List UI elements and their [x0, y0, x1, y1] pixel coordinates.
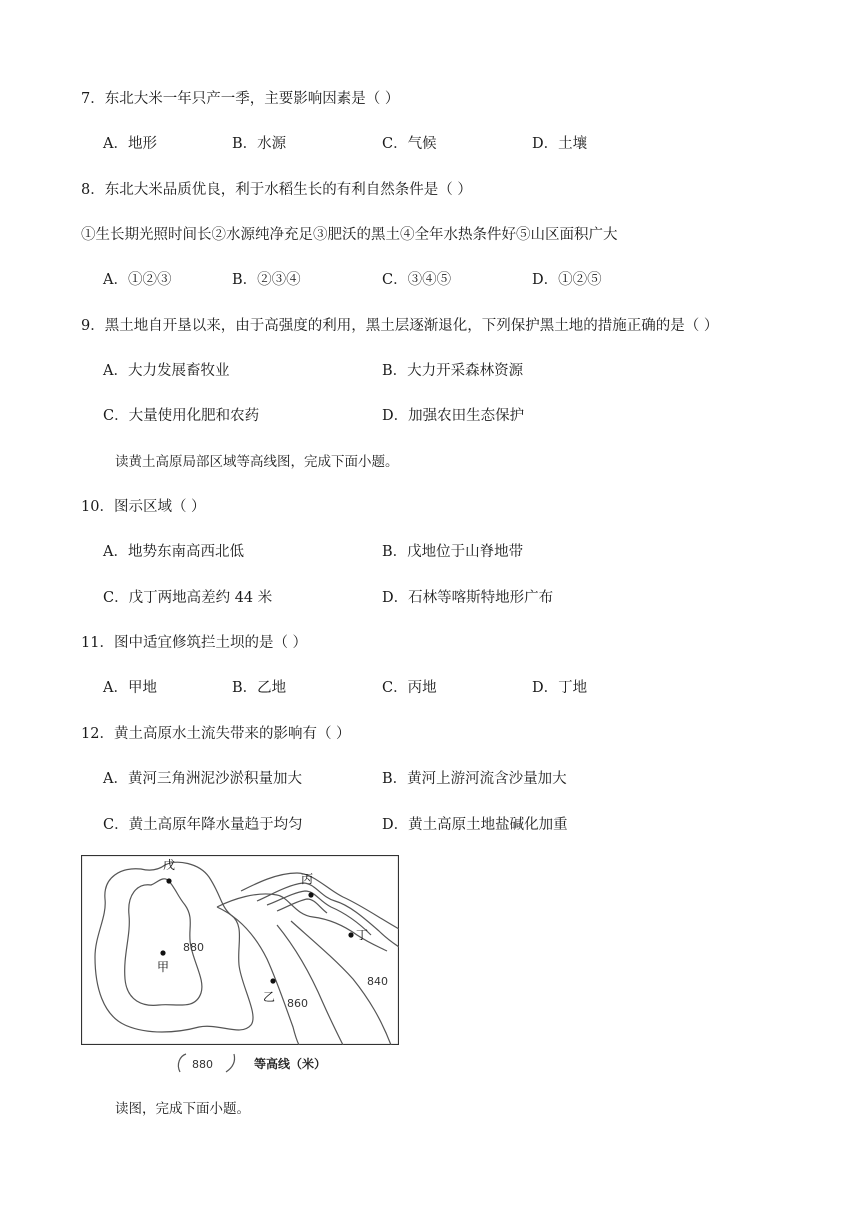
intro-loess-plateau: 读黄土高原局部区域等高线图，完成下面小题。	[115, 454, 399, 470]
map-legend	[170, 1052, 390, 1076]
q10-option-c: C．戊丁两地高差约 44 米	[103, 590, 273, 606]
q12-option-c: C．黄土高原年降水量趋于均匀	[103, 817, 303, 833]
label-bing: 丙	[301, 872, 314, 886]
q12-option-b: B．黄河上游河流含沙量加大	[382, 771, 567, 787]
question-12-stem: 12．黄土高原水土流失带来的影响有（ ）	[81, 726, 351, 742]
q10-option-d: D．石林等喀斯特地形广布	[382, 590, 554, 606]
q11-option-b: B．乙地	[232, 680, 287, 696]
question-7-stem: 7．东北大米一年只产一季，主要影响因素是（ ）	[81, 91, 400, 107]
question-8-stem: 8．东北大米品质优良，利于水稻生长的有利自然条件是（ ）	[81, 182, 472, 198]
legend-contour-left	[178, 1054, 186, 1072]
label-yi: 乙	[263, 990, 276, 1004]
label-jia: 甲	[157, 960, 170, 974]
legend-contour-right	[226, 1054, 235, 1072]
q11-option-d: D．丁地	[532, 680, 588, 696]
q9-option-c: C．大量使用化肥和农药	[103, 408, 260, 424]
contour-label-860: 860	[287, 997, 308, 1010]
q7-option-a: A．地形	[103, 136, 157, 152]
label-ding: 丁	[356, 928, 369, 942]
q7-option-c: C．气候	[382, 136, 437, 152]
point-wu-marker	[166, 878, 171, 883]
point-ding-marker	[348, 932, 353, 937]
question-8-conditions: ①生长期光照时间长②水源纯净充足③肥沃的黑土④全年水热条件好⑤山区面积广大	[81, 227, 618, 243]
label-wu: 戊	[163, 858, 176, 872]
q9-option-a: A．大力发展畜牧业	[103, 363, 230, 379]
q12-option-d: D．黄土高原土地盐碱化加重	[382, 817, 568, 833]
contour-map	[81, 855, 399, 1045]
question-9-stem: 9．黑土地自开垦以来，由于高强度的利用，黑土层逐渐退化，下列保护黑土地的措施正确的是（ ）	[81, 318, 719, 334]
question-10-stem: 10．图示区域（ ）	[81, 499, 206, 515]
q9-option-d: D．加强农田生态保护	[382, 408, 525, 424]
contour-label-840: 840	[367, 975, 388, 988]
q7-option-d: D．土壤	[532, 136, 588, 152]
intro-next: 读图，完成下面小题。	[115, 1101, 250, 1117]
legend-label: 等高线（米）	[254, 1057, 327, 1071]
q11-option-a: A．甲地	[103, 680, 157, 696]
point-jia-marker	[160, 950, 165, 955]
q8-option-b: B．②③④	[232, 272, 301, 288]
point-yi-marker	[270, 978, 275, 983]
q10-option-a: A．地势东南高西北低	[103, 544, 244, 560]
q10-option-b: B．戊地位于山脊地带	[382, 544, 524, 560]
q7-option-b: B．水源	[232, 136, 287, 152]
q9-option-b: B．大力开采森林资源	[382, 363, 524, 379]
point-bing-marker	[308, 892, 313, 897]
question-11-stem: 11．图中适宜修筑拦土坝的是（ ）	[81, 635, 308, 651]
q11-option-c: C．丙地	[382, 680, 437, 696]
map-frame	[82, 856, 399, 1045]
q12-option-a: A．黄河三角洲泥沙淤积量加大	[103, 771, 302, 787]
q8-option-d: D．①②⑤	[532, 272, 602, 288]
contour-label-880: 880	[183, 941, 204, 954]
q8-option-a: A．①②③	[103, 272, 172, 288]
legend-value: 880	[192, 1058, 213, 1071]
q8-option-c: C．③④⑤	[382, 272, 452, 288]
